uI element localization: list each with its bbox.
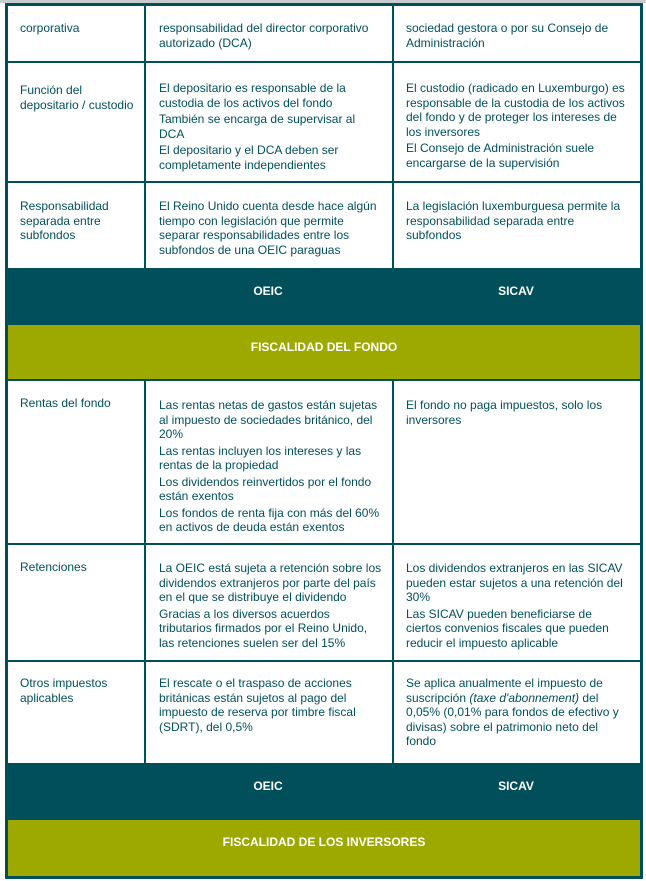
- cell-text: Gracias a los diversos acuerdos tributarios firmados por el Reino Unido, las retenciones suelen ser del 15%: [159, 606, 368, 650]
- cell-text: responsabilidad del director corporativo autorizado (DCA): [159, 21, 369, 50]
- cell-text: Los dividendos reinvertidos por el fondo están exentos: [159, 474, 372, 503]
- table-row: [8, 662, 640, 763]
- cell-text: Las rentas incluyen los intereses y las rentas de la propiedad: [159, 443, 362, 472]
- cell-text: Los dividendos extranjeros en las SICAV pueden estar sujetos a una retención del 30%: [406, 561, 623, 604]
- header-sicav: SICAV: [498, 284, 534, 298]
- row-label: Retenciones: [20, 560, 87, 574]
- sicav-cell: [392, 662, 640, 763]
- table-row: [8, 6, 640, 63]
- cell-text: El Reino Unido cuenta desde hace algún tiempo con legislación que permite separar responsabilidades entre los subfondos de una OEIC paraguas: [159, 199, 377, 257]
- column-header-row: [8, 763, 640, 820]
- row-label: corporativa: [20, 21, 80, 35]
- header-sicav: SICAV: [498, 779, 534, 793]
- cell-text: La OEIC está sujeta a retención sobre los dividendos extranjeros por parte del país en el que se distribuye el dividendo: [159, 561, 382, 604]
- cell-text: Las rentas netas de gastos están sujetas al impuesto de sociedades británico, del 20%: [159, 398, 378, 441]
- cell-text: sociedad gestora o por su Consejo de Administración: [406, 21, 609, 50]
- comparison-table: [5, 3, 643, 879]
- section-heading-fund-tax: FISCALIDAD DEL FONDO: [8, 325, 640, 381]
- oeic-cell: [144, 545, 392, 660]
- cell-text: El fondo no paga impuestos, solo los inversores: [406, 398, 603, 427]
- sicav-cell: [392, 6, 640, 61]
- oeic-cell: [144, 183, 392, 268]
- cell-text: La legislación luxemburguesa permite la responsabilidad separada entre subfondos: [406, 199, 621, 242]
- cell-text: Los fondos de renta fija con más del 60% en activos de deuda están exentos: [159, 505, 380, 534]
- cell-text: El rescate o el traspaso de acciones británicas están sujetos al pago del impuesto de reserva por timbre fiscal (SDRT), del 0,5%: [159, 676, 356, 734]
- header-oeic: OEIC: [253, 284, 283, 298]
- table-row: [8, 63, 640, 183]
- header-oeic: OEIC: [253, 779, 283, 793]
- cell-text: El custodio (radicado en Luxemburgo) es responsable de la custodia de los activos del fondo y de proteger los intereses de los inversores: [406, 81, 625, 139]
- italic-term: (taxe d'abonnement): [469, 690, 580, 705]
- row-label: Función del depositario / custodio: [20, 83, 134, 112]
- cell-text: El Consejo de Administración suele encargarse de la supervisión: [406, 141, 595, 170]
- cell-text: Se aplica anualmente el impuesto de suscripción (taxe d'abonnement) del 0,05% (0,01% para fondos de efectivo y divisas) sobre el patrimonio neto del fondo: [406, 676, 619, 748]
- sicav-cell: [392, 183, 640, 268]
- row-label: Rentas del fondo: [20, 396, 111, 410]
- table-row: [8, 183, 640, 268]
- sicav-cell: [392, 63, 640, 181]
- cell-text: Las SICAV pueden beneficiarse de ciertos convenios fiscales que pueden reducir el impuesto aplicable: [406, 606, 609, 650]
- row-label: Responsabilidad separada entre subfondos: [20, 199, 109, 242]
- table-row: [8, 545, 640, 662]
- cell-text: El depositario y el DCA deben ser completamente independientes: [159, 143, 339, 172]
- section-heading-investor-tax: FISCALIDAD DE LOS INVERSORES: [8, 820, 640, 876]
- cell-text: También se encarga de supervisar al DCA: [159, 112, 356, 141]
- header-empty: [8, 763, 144, 779]
- cell-text: El depositario es responsable de la custodia de los activos del fondo: [159, 81, 346, 110]
- oeic-cell: [144, 662, 392, 763]
- column-header-row: [8, 268, 640, 325]
- oeic-cell: [144, 63, 392, 181]
- sicav-cell: [392, 545, 640, 660]
- oeic-cell: [144, 6, 392, 61]
- table-row: [8, 381, 640, 545]
- row-label: Otros impuestos aplicables: [20, 676, 108, 705]
- header-empty: [8, 268, 144, 284]
- sicav-cell: [392, 381, 640, 543]
- oeic-cell: [144, 381, 392, 543]
